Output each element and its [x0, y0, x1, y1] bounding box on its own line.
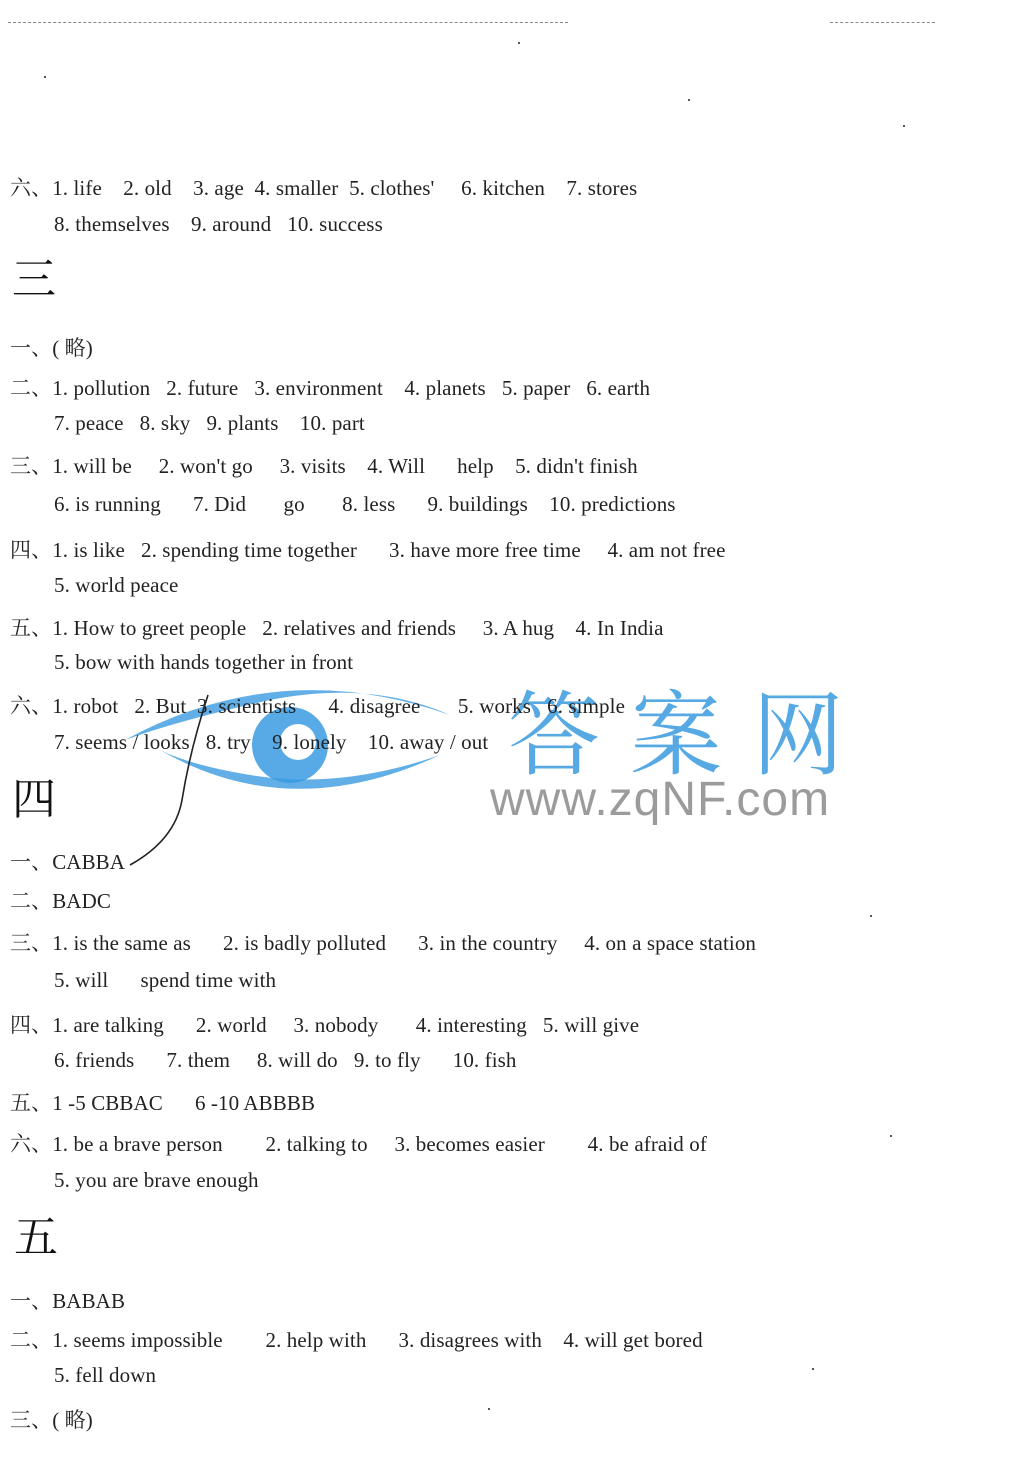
text-line: 五、1. How to greet people 2. relatives and friends 3. A hug 4. In India	[10, 616, 664, 640]
text-line: 一、( 略)	[10, 336, 93, 360]
speck	[903, 125, 905, 127]
speck	[488, 1408, 490, 1410]
section-heading: 四	[12, 774, 56, 825]
text-line: 三、( 略)	[10, 1408, 93, 1432]
top-dashed-rule-right	[830, 22, 935, 23]
text-line: 三、1. is the same as 2. is badly polluted 3. in the country 4. on a space station	[10, 931, 757, 955]
text-line: 一、CABBA	[10, 850, 126, 874]
section-heading: 三	[12, 254, 56, 305]
text-line: 四、1. are talking 2. world 3. nobody 4. interesting 5. will give	[10, 1013, 640, 1037]
text-line: 5. you are brave enough	[54, 1168, 259, 1192]
watermark-url: www.zqNF.com	[490, 773, 831, 826]
text-line: 四、1. is like 2. spending time together 3. have more free time 4. am not free	[10, 538, 726, 562]
text-line: 二、BADC	[10, 889, 111, 913]
text-line: 7. peace 8. sky 9. plants 10. part	[54, 411, 365, 435]
text-line: 6. is running 7. Did go 8. less 9. buildings 10. predictions	[54, 492, 676, 516]
text-line: 5. fell down	[54, 1363, 157, 1387]
text-line: 8. themselves 9. around 10. success	[54, 212, 383, 236]
speck	[518, 42, 520, 44]
speck	[812, 1368, 814, 1370]
text-line: 三、1. will be 2. won't go 3. visits 4. Will help 5. didn't finish	[10, 454, 638, 478]
text-line: 六、1. be a brave person 2. talking to 3. becomes easier 4. be afraid of	[10, 1132, 707, 1156]
text-line: 二、1. seems impossible 2. help with 3. disagrees with 4. will get bored	[10, 1328, 703, 1352]
section-heading: 五	[14, 1212, 58, 1263]
text-line: 6. friends 7. them 8. will do 9. to fly 10. fish	[54, 1048, 517, 1072]
text-line: 一、BABAB	[10, 1289, 126, 1313]
text-line: 二、1. pollution 2. future 3. environment 4. planets 5. paper 6. earth	[10, 376, 651, 400]
text-line: 5. world peace	[54, 573, 179, 597]
text-line: 六、1. robot 2. But 3. scientists 4. disagree 5. works 6. simple	[10, 694, 626, 718]
watermark-chinese-text: 答案网	[508, 682, 875, 789]
text-line: 5. bow with hands together in front	[54, 650, 354, 674]
text-line: 5. will spend time with	[54, 968, 277, 992]
text-line: 7. seems / looks 8. try 9. lonely 10. away / out	[54, 730, 489, 754]
speck	[688, 99, 690, 101]
speck	[44, 76, 46, 78]
top-dashed-rule	[8, 22, 568, 23]
speck	[870, 915, 872, 917]
speck	[890, 1135, 892, 1137]
text-line: 五、1 -5 CBBAC 6 -10 ABBBB	[10, 1091, 316, 1115]
text-line: 六、1. life 2. old 3. age 4. smaller 5. clothes' 6. kitchen 7. stores	[10, 176, 638, 200]
